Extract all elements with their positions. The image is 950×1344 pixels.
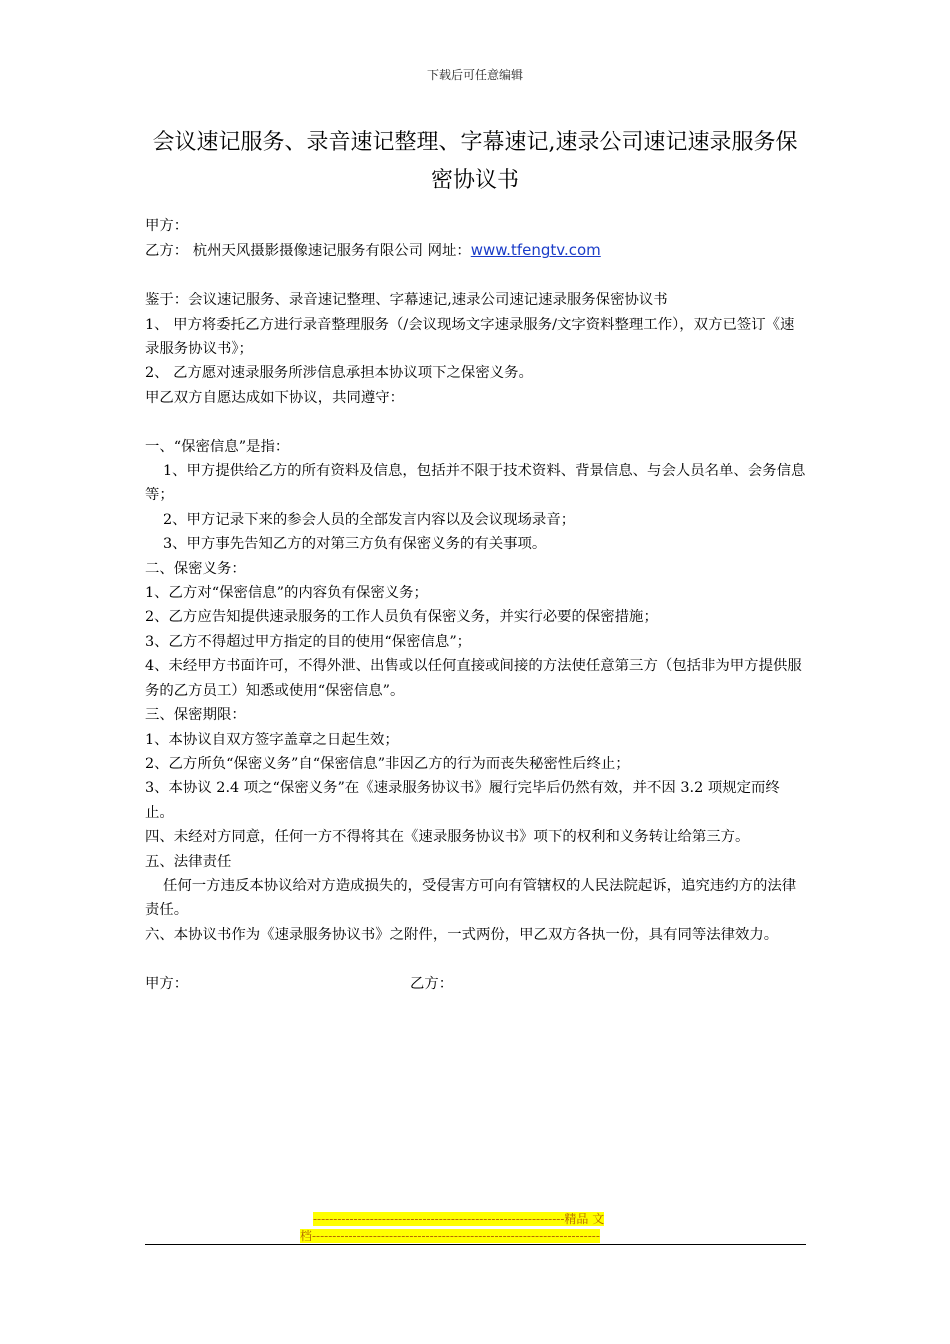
- spacer: [145, 947, 808, 971]
- section-1-item-1: [145, 459, 808, 508]
- agreement-intro: 甲乙双方自愿达成如下协议，共同遵守：: [145, 389, 405, 406]
- section-2-heading: 二、保密义务：: [145, 560, 246, 577]
- title-line-1: 会议速记服务、录音速记整理、字幕速记,速录公司速记速录服务保: [152, 130, 798, 155]
- section-1-item-3: 3、甲方事先告知乙方的对第三方负有保密义务的有关事项。: [163, 536, 547, 553]
- party-b-line: [145, 238, 808, 263]
- whereas-item-1: 1、 甲方将委托乙方进行录音整理服务（/会议现场文字速录服务/文字资料整理工作），双方已签订《速录服务协议书》；: [145, 316, 795, 358]
- section-2-item-4: 4、未经甲方书面许可，不得外泄、出售或以任何直接或间接的方法使任意第三方（包括非为甲方提供服务的乙方员工）知悉或使用“保密信息”。: [145, 658, 802, 699]
- section-5-heading: 五、法律责任: [145, 853, 232, 870]
- section-3-item-2: 2、乙方所负“保密义务”自“保密信息”非因乙方的行为而丧失秘密性后终止；: [145, 755, 630, 772]
- footer-divider: [145, 1244, 806, 1245]
- section-1-item-2: 2、甲方记录下来的参会人员的全部发言内容以及会议现场录音；: [163, 511, 576, 528]
- whereas-item-2: 2、 乙方愿对速录服务所涉信息承担本协议项下之保密义务。: [145, 365, 533, 382]
- document-title: [140, 124, 810, 200]
- section-5-body-text: 任何一方违反本协议给对方造成损失的，受侵害方可向有管辖权的人民法院起诉，追究违约方的法律责任。: [145, 877, 797, 919]
- footer-line-1: --------------------------------------------------------------精品 文: [313, 1212, 605, 1226]
- section-2-item-3: 3、乙方不得超过甲方指定的目的使用“保密信息”；: [145, 633, 472, 650]
- section-5-body: [145, 874, 808, 923]
- header-note: 下载后可任意编辑: [426, 68, 523, 82]
- party-a-line: 甲方：: [145, 218, 189, 234]
- section-1-heading: 一、“保密信息”是指：: [145, 438, 290, 455]
- section-3-item-1: 1、本协议自双方签字盖章之日起生效；: [145, 731, 399, 748]
- section-2-item-2: 2、乙方应告知提供速录服务的工作人员负有保密义务，并实行必要的保密措施；: [145, 609, 658, 626]
- section-1-item-1-text: 1、甲方提供给乙方的所有资料及信息，包括并不限于技术资料、背景信息、与会人员名单、会务信息等；: [145, 463, 806, 504]
- whereas-line: 鉴于：会议速记服务、录音速记整理、字幕速记,速录公司速记速录服务保密协议书: [145, 292, 668, 309]
- party-b-label: 乙方： 杭州天风摄影摄像速记服务有限公司 网址：: [145, 243, 471, 260]
- title-line-2: 密协议书: [430, 168, 519, 193]
- signature-row: [145, 972, 808, 996]
- spacer: [145, 410, 808, 434]
- footer-highlight: [300, 1211, 650, 1245]
- section-4: 四、未经对方同意，任何一方不得将其在《速录服务协议书》项下的权利和义务转让给第三方。: [145, 829, 750, 846]
- signature-party-a: 甲方：: [145, 975, 189, 992]
- signature-party-b: 乙方：: [410, 975, 454, 992]
- section-3-heading: 三、保密期限：: [145, 707, 246, 724]
- footer-line-2: 档-----------------------------------------------------------------------: [300, 1229, 600, 1243]
- document-body: [145, 214, 808, 996]
- section-2-item-1: 1、乙方对“保密信息”的内容负有保密义务；: [145, 585, 428, 602]
- party-b-website-link[interactable]: www.tfengtv.com: [470, 241, 601, 260]
- section-3-item-3: 3、本协议 2.4 项之“保密义务”在《速录服务协议书》履行完毕后仍然有效，并不因 3.2 项规定而终止。: [145, 780, 780, 821]
- spacer: [145, 264, 808, 288]
- section-6: 六、本协议书作为《速录服务协议书》之附件，一式两份，甲乙双方各执一份，具有同等法律效力。: [145, 926, 779, 943]
